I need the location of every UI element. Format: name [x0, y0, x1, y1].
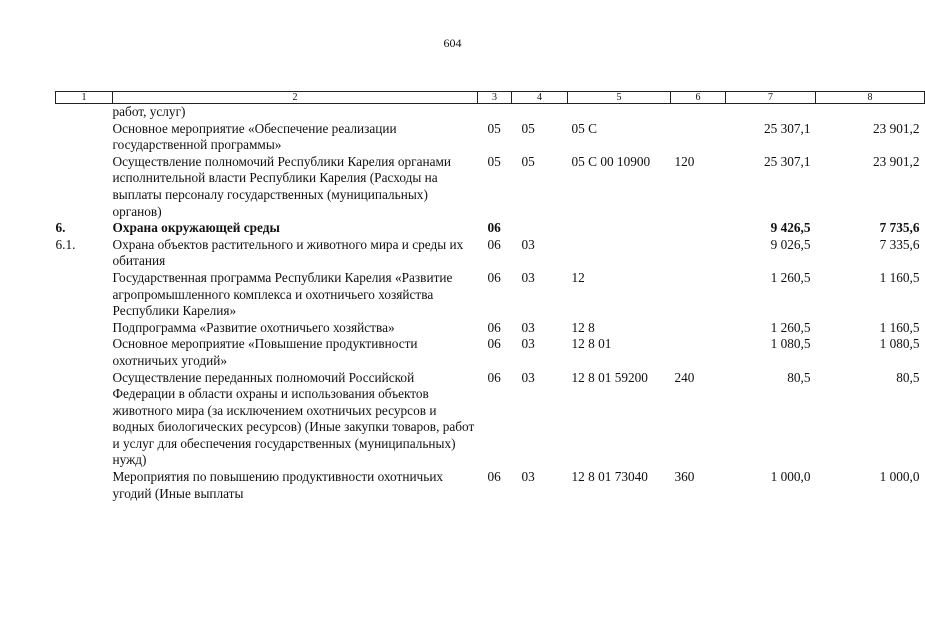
- row-amount-1: [726, 104, 816, 121]
- row-name: работ, услуг): [112, 104, 186, 119]
- row-name: Охрана объектов растительного и животного мира и среды их обитания: [112, 236, 464, 269]
- table-row: [56, 320, 925, 337]
- row-number: [56, 336, 113, 369]
- row-amount-1: 80,5: [787, 369, 811, 385]
- row-expense-type: [671, 270, 726, 320]
- row-amount-2: 1 160,5: [879, 269, 920, 285]
- row-name: Охрана окружающей среды: [112, 220, 280, 236]
- row-subsection: 03: [521, 336, 535, 352]
- row-section: 06: [487, 269, 501, 285]
- row-subsection: 03: [521, 469, 535, 485]
- budget-table: [55, 91, 925, 502]
- row-name: Основное мероприятие «Обеспечение реализации государственной программы»: [112, 120, 397, 153]
- row-number: [56, 469, 113, 502]
- row-target-article: [568, 237, 671, 270]
- row-target-article: [568, 220, 671, 237]
- row-amount-2: [816, 104, 925, 121]
- row-amount-1: 1 000,0: [770, 469, 811, 485]
- row-expense-type: [671, 121, 726, 154]
- row-section: 06: [487, 469, 501, 485]
- row-target-article: 05 С: [571, 120, 597, 136]
- row-number: [56, 320, 113, 337]
- header-cell-2: 2: [113, 92, 478, 104]
- row-subsection: 03: [521, 369, 535, 385]
- row-amount-1: 1 080,5: [770, 336, 811, 352]
- header-cell-5: 5: [568, 92, 671, 104]
- page-number: 604: [443, 36, 462, 50]
- row-section: 06: [487, 319, 501, 335]
- row-amount-2: 23 901,2: [872, 153, 920, 169]
- row-amount-1: 1 260,5: [770, 319, 811, 335]
- table-row: [56, 154, 925, 220]
- row-target-article: 12 8 01 73040: [571, 469, 648, 485]
- row-number: [56, 154, 113, 220]
- row-name: Осуществление полномочий Республики Карелия органами исполнительной власти Республики Карелия (Расходы на выплаты персоналу государственных (муниципальных) органов): [112, 153, 452, 219]
- header-cell-3: 3: [478, 92, 512, 104]
- row-expense-type: 240: [674, 369, 695, 385]
- row-amount-1: 9 426,5: [770, 220, 811, 236]
- row-amount-2: 7 335,6: [879, 236, 920, 252]
- table-row: [56, 336, 925, 369]
- table-row: [56, 237, 925, 270]
- row-number: 6.: [55, 220, 66, 236]
- row-number: 6.1.: [55, 236, 76, 252]
- header-cell-6: 6: [671, 92, 726, 104]
- row-target-article: 12 8 01: [571, 336, 612, 352]
- row-subsection: 03: [521, 269, 535, 285]
- row-section: 06: [487, 369, 501, 385]
- row-expense-type: [671, 220, 726, 237]
- row-amount-2: 1 160,5: [879, 319, 920, 335]
- table-row: [56, 469, 925, 502]
- row-expense-type: [671, 336, 726, 369]
- row-subsection: [512, 104, 568, 121]
- row-subsection: 05: [521, 153, 535, 169]
- row-name: Государственная программа Республики Карелия «Развитие агропромышленного комплекса и охотничьего хозяйства Республики Карелия»: [112, 269, 453, 319]
- table-row: [56, 370, 925, 470]
- row-section: [478, 104, 512, 121]
- row-name: Мероприятия по повышению продуктивности охотничьих угодий (Иные выплаты: [112, 469, 444, 501]
- row-expense-type: [671, 104, 726, 121]
- row-target-article: 05 С 00 10900: [571, 153, 651, 169]
- table-row: [56, 220, 925, 237]
- row-section: 06: [487, 220, 501, 236]
- row-subsection: 05: [521, 120, 535, 136]
- header-cell-1: 1: [56, 92, 113, 104]
- row-target-article: 12 8: [571, 319, 595, 335]
- row-subsection: 03: [521, 236, 535, 252]
- row-name: Основное мероприятие «Повышение продуктивности охотничьих угодий»: [112, 336, 418, 368]
- row-section: 06: [487, 236, 501, 252]
- header-cell-8: 8: [816, 92, 925, 104]
- row-number: [56, 121, 113, 154]
- row-target-article: 12: [571, 269, 585, 285]
- row-expense-type: 120: [674, 153, 695, 169]
- row-section: 05: [487, 120, 501, 136]
- table-row: [56, 121, 925, 154]
- row-amount-2: 1 000,0: [879, 469, 920, 485]
- row-expense-type: [671, 237, 726, 270]
- row-subsection: [512, 220, 568, 237]
- row-name: Подпрограмма «Развитие охотничьего хозяйства»: [112, 319, 395, 335]
- row-amount-1: 1 260,5: [770, 269, 811, 285]
- row-amount-1: 9 026,5: [770, 236, 811, 252]
- row-number: [56, 370, 113, 470]
- table-body: [56, 104, 925, 503]
- row-name: Осуществление переданных полномочий Российской Федерации в области охраны и использования объектов животного мира (за исключением охотничьих ресурсов и водных биологических ресурсов) (Иные закупки товаров, работ и услуг для обеспечения государственных (муниципальных) нужд): [112, 369, 475, 468]
- row-amount-1: 25 307,1: [763, 120, 811, 136]
- row-target-article: 12 8 01 59200: [571, 369, 648, 385]
- row-expense-type: 360: [674, 469, 695, 485]
- header-cell-4: 4: [512, 92, 568, 104]
- row-amount-2: 1 080,5: [879, 336, 920, 352]
- row-amount-2: 7 735,6: [879, 220, 920, 236]
- row-amount-2: 80,5: [896, 369, 920, 385]
- table-header: [56, 92, 925, 104]
- header-row: [56, 92, 925, 104]
- row-number: [56, 270, 113, 320]
- row-expense-type: [671, 320, 726, 337]
- row-section: 06: [487, 336, 501, 352]
- row-section: 05: [487, 153, 501, 169]
- row-target-article: [568, 104, 671, 121]
- table-row: [56, 104, 925, 121]
- row-number: [56, 104, 113, 121]
- row-amount-2: 23 901,2: [872, 120, 920, 136]
- header-cell-7: 7: [726, 92, 816, 104]
- row-subsection: 03: [521, 319, 535, 335]
- table-row: [56, 270, 925, 320]
- row-amount-1: 25 307,1: [763, 153, 811, 169]
